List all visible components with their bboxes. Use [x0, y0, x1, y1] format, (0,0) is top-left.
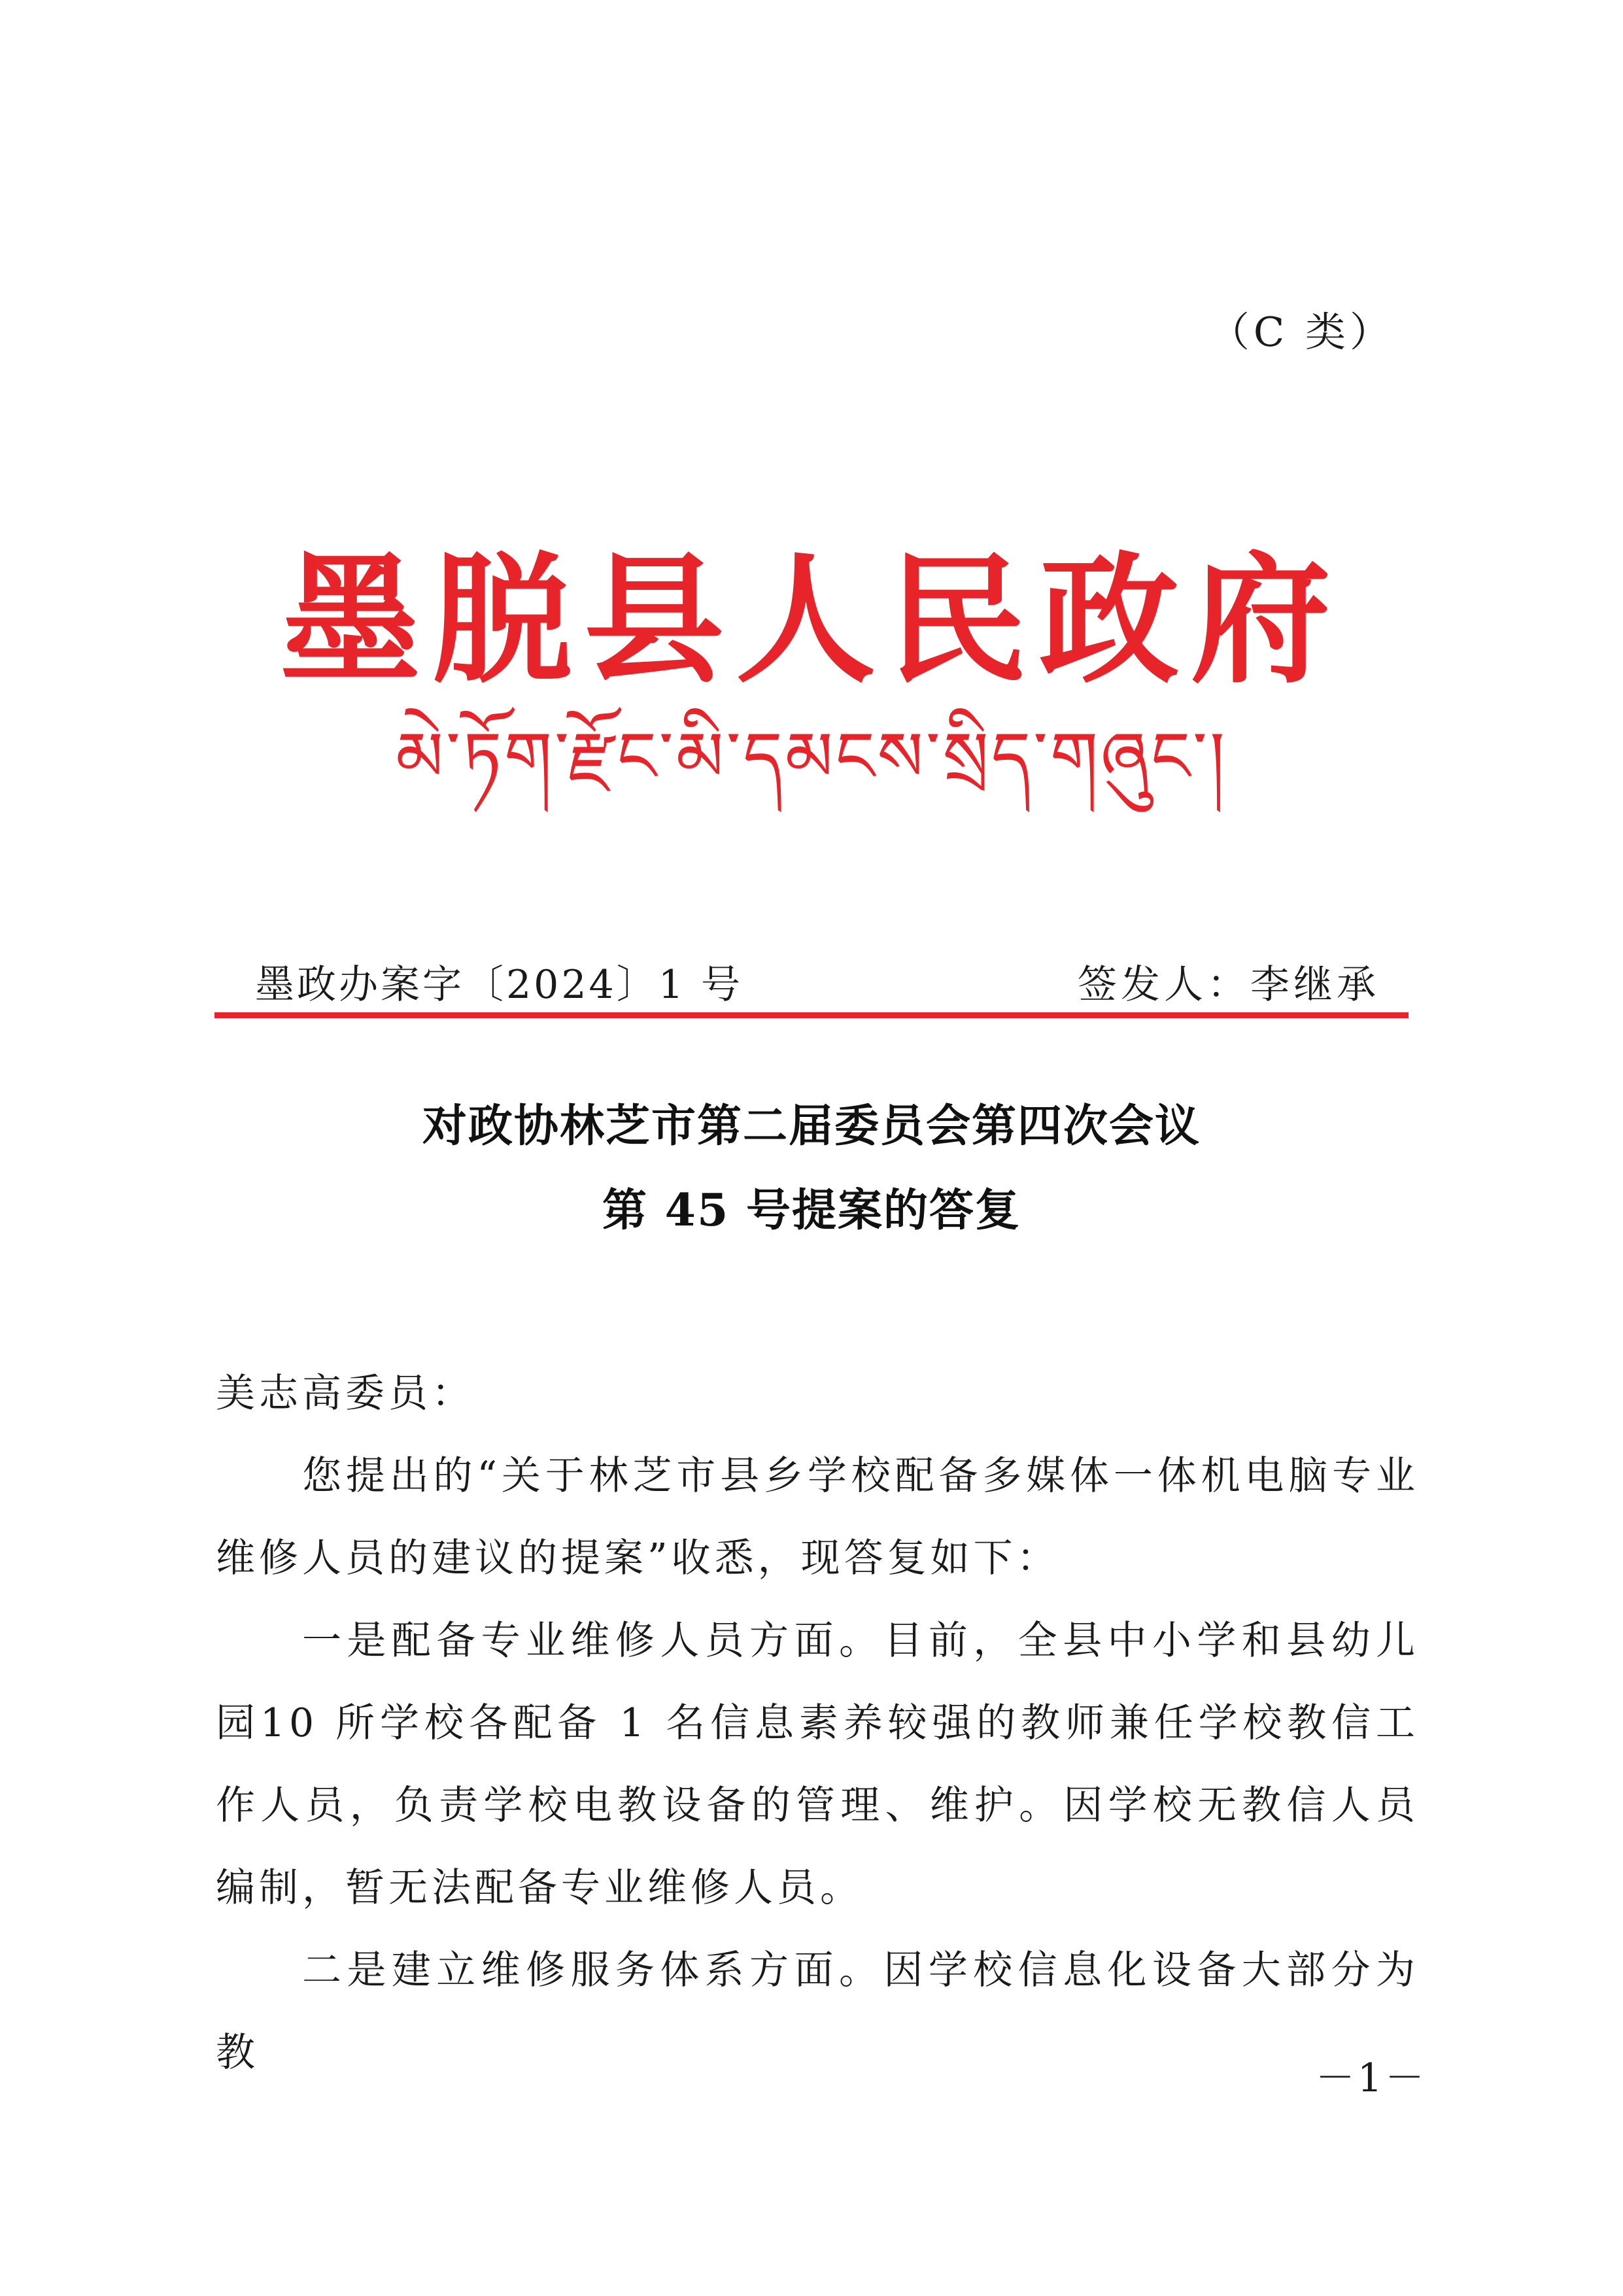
page-number: －1－ — [1315, 2055, 1427, 2101]
body-paragraph: 一是配备专业维修人员方面。目前，全县中小学和县幼儿园10 所学校各配备 1 名信息素养较强的教师兼任学校教信工作人员，负责学校电教设备的管理、维护。因学校无教信人员编制，暂无法配备专业维修人员。 — [216, 1618, 1419, 1911]
signer-label: 签发人：李继承 — [1078, 962, 1380, 1008]
classification-label: （C 类） — [1208, 308, 1394, 356]
government-name-header: 墨脱县人民政府 — [281, 538, 1342, 702]
salutation: 美志高委员： — [216, 1371, 475, 1416]
body-paragraph: 二是建立维修服务体系方面。因学校信息化设备大部分为教 — [216, 1947, 1419, 2076]
body-paragraph: 您提出的“关于林芝市县乡学校配备多媒体一体机电脑专业维修人员的建议的提案”收悉，现答复如下： — [216, 1453, 1419, 1581]
red-divider-line — [214, 1012, 1409, 1018]
document-body — [216, 1352, 1419, 2094]
document-title-line-2: 第 45 号提案的答复 — [602, 1184, 1021, 1237]
document-number: 墨政办案字〔2024〕1 号 — [255, 962, 743, 1008]
government-name-tibetan-header: མེ་ཏོག་རྫོང་མི་དམངས་སྲིད་གཞུང་། — [396, 717, 1227, 797]
document-title-line-1: 对政协林芝市第二届委员会第四次会议 — [422, 1100, 1201, 1152]
